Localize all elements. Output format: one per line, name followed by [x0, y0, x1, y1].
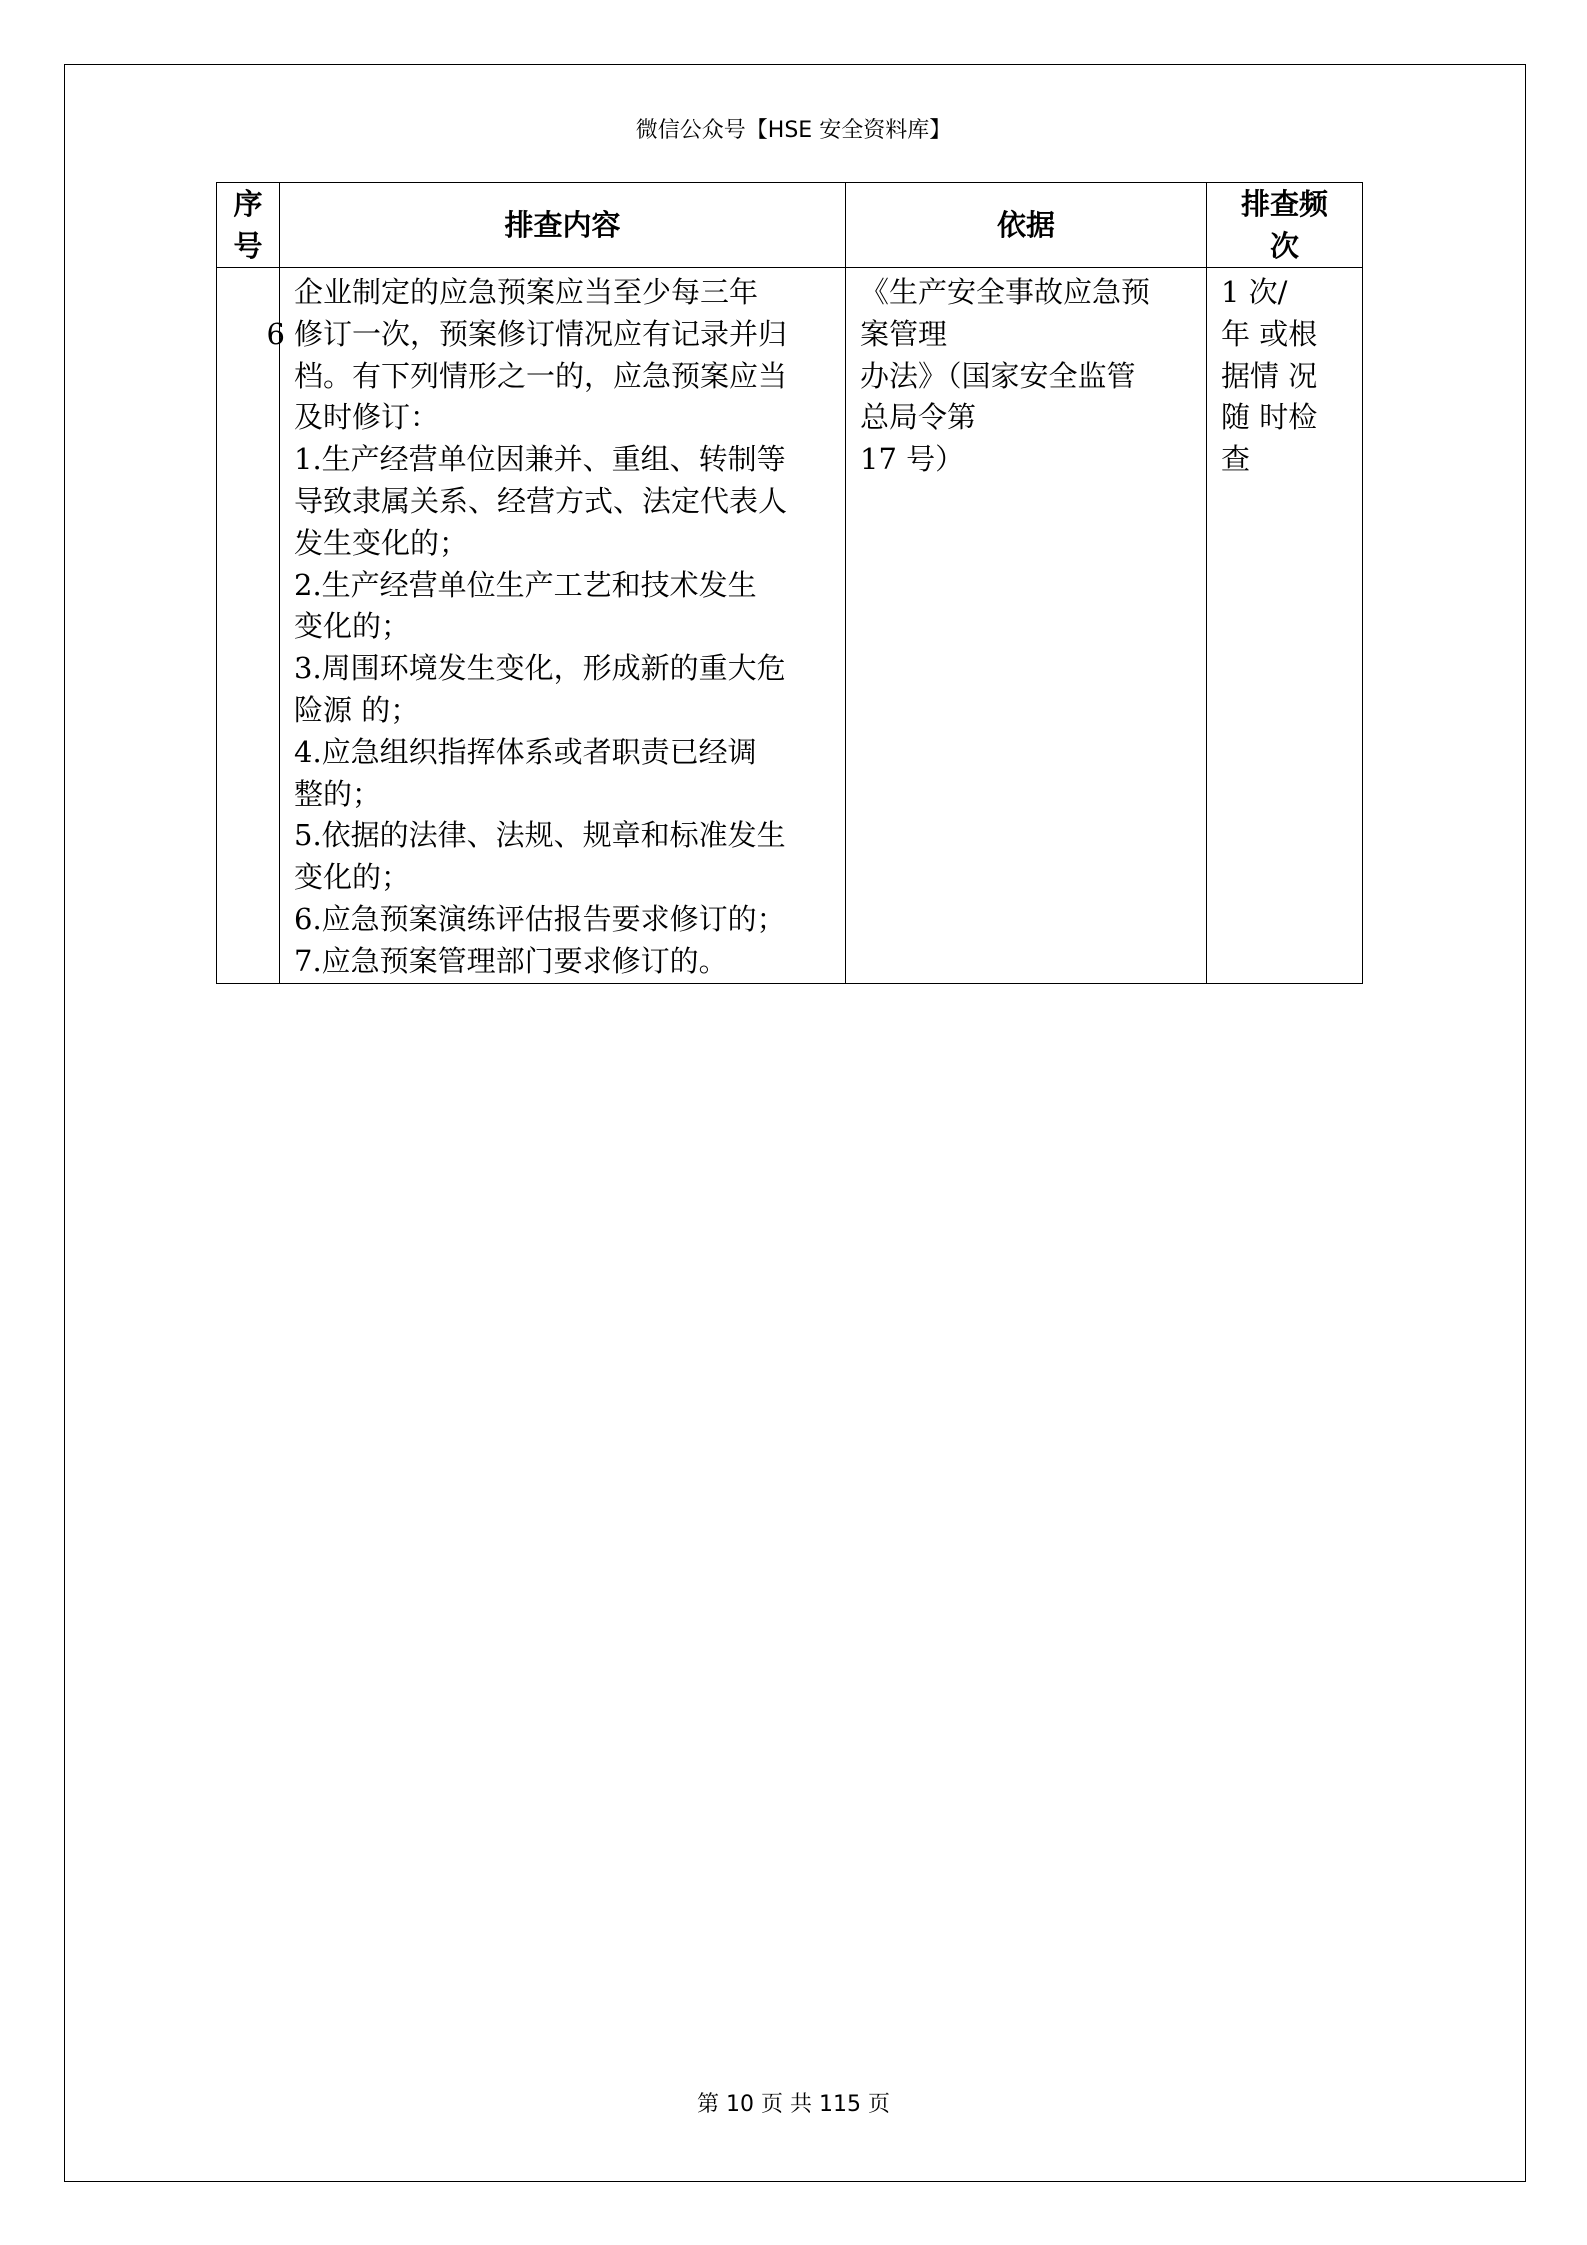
- row-basis-text: 《生产安全事故应急预 案管理 办法》（国家安全监管 总局令第 17 号）: [860, 275, 1151, 477]
- page-header: 微信公众号【HSE 安全资料库】: [635, 118, 952, 143]
- inspection-table: [216, 182, 1363, 984]
- row-content-text: 企业制定的应急预案应当至少每三年 修订一次，预案修订情况应有记录并归 档。有下列情形之一的，应急预案应当 及时修订： 1.生产经营单位因兼并、重组、转制等 导致隶属关系、经营方式、法定代表人 发生变化的； 2.生产经营单位生产工艺和技术发生 变化的； 3.周围环境发生变化，形成新的重大危 险源 的； 4.应急组织指挥体系或者职责已经调 整的； 5.依据的法律、法规、规章和标准发生 变化的； 6.应急预案演练评估报告要求修订的； 7.应急预案管理部门要求修订的。: [294, 275, 788, 978]
- row-frequency-text: 1 次/ 年 或根 据情 况 随 时检 查: [1221, 275, 1318, 477]
- header-content: 排查内容: [280, 183, 846, 268]
- row-basis-cell: [846, 268, 1207, 984]
- row-seq-cell: [217, 268, 285, 984]
- row-seq-number: 6: [266, 317, 285, 351]
- header-basis: 依据: [846, 183, 1207, 268]
- header-seq: 序 号: [217, 183, 280, 268]
- header-frequency: 排查频 次: [1207, 183, 1363, 268]
- table-header-row: [217, 183, 1363, 268]
- row-frequency-cell: [1207, 268, 1363, 984]
- row-content-cell: [280, 268, 846, 984]
- table-row: [217, 268, 1363, 984]
- page-footer-pagination: 第 10 页 共 115 页: [697, 2092, 890, 2117]
